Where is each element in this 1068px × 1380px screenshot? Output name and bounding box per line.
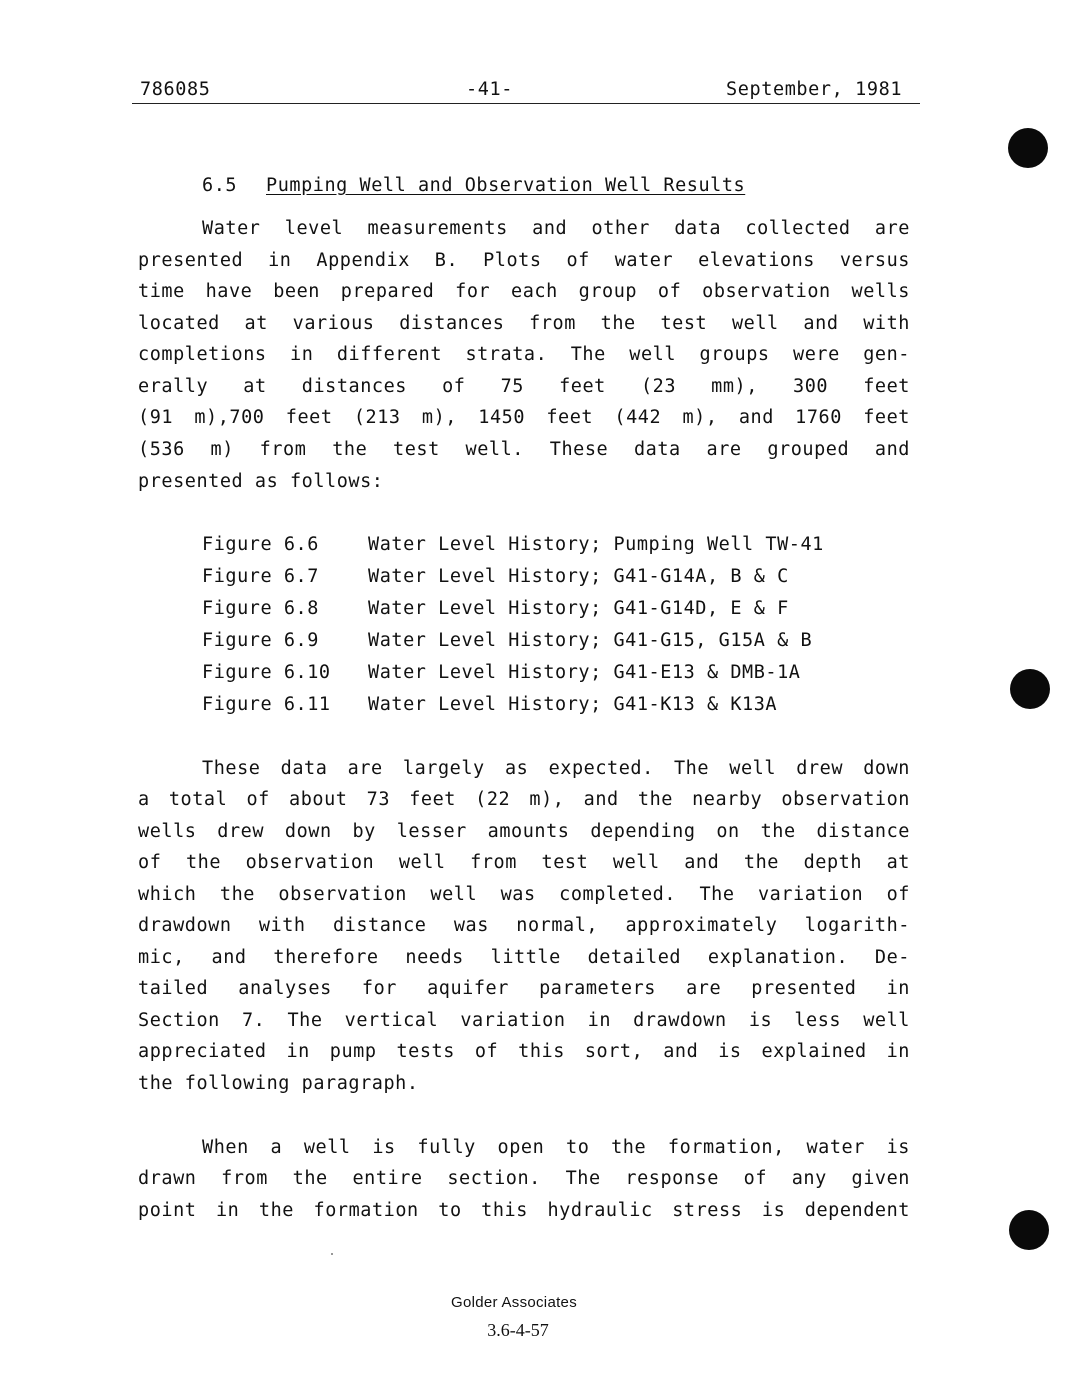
figure-label: Figure 6.6 <box>202 534 319 555</box>
paragraph-line: (91 m),700 feet (213 m), 1450 feet (442 m), and 1760 feet <box>138 407 910 428</box>
figure-caption: Water Level History; G41-G15, G15A & B <box>368 630 813 651</box>
figure-caption: Water Level History; G41-K13 & K13A <box>368 694 778 715</box>
figure-label: Figure 6.10 <box>202 662 331 683</box>
paragraph-line: mic, and therefore needs little detailed explanation. De- <box>138 947 910 968</box>
footer-company: Golder Associates <box>451 1294 577 1311</box>
paragraph-line: point in the formation to this hydraulic stress is dependent <box>138 1200 910 1221</box>
figure-label: Figure 6.11 <box>202 694 331 715</box>
paragraph-line: (536 m) from the test well. These data are grouped and <box>138 439 910 460</box>
paragraph-line: tailed analyses for aquifer parameters are presented in <box>138 978 910 999</box>
section-title: Pumping Well and Observation Well Results <box>266 175 746 196</box>
figure-caption: Water Level History; G41-G14D, E & F <box>368 598 789 619</box>
paragraph-line: the following paragraph. <box>138 1073 419 1094</box>
binder-hole-icon <box>1008 128 1048 168</box>
figure-list-item <box>202 662 800 684</box>
paragraph-line: which the observation well was completed. The variation of <box>138 884 910 905</box>
paragraph-line: These data are largely as expected. The well drew down <box>202 758 910 779</box>
paragraph-line: appreciated in pump tests of this sort, and is explained in <box>138 1041 910 1062</box>
paragraph-line: erally at distances of 75 feet (23 mm), 300 feet <box>138 376 910 397</box>
paragraph-line: Section 7. The vertical variation in drawdown is less well <box>138 1010 910 1031</box>
figure-label: Figure 6.9 <box>202 630 319 651</box>
paragraph-line: completions in different strata. The well groups were gen- <box>138 344 910 365</box>
header-rule <box>132 103 920 104</box>
figure-caption: Water Level History; G41-E13 & DMB-1A <box>368 662 801 683</box>
scan-speck <box>331 1253 333 1255</box>
paragraph-line: wells drew down by lesser amounts depending on the distance <box>138 821 910 842</box>
section-heading <box>202 175 745 197</box>
figure-caption: Water Level History; G41-G14A, B & C <box>368 566 789 587</box>
figure-list-item <box>202 630 812 652</box>
section-number: 6.5 <box>202 175 238 196</box>
paragraph-line: drawdown with distance was normal, approximately logarith- <box>138 915 910 936</box>
page-number: -41- <box>466 79 513 100</box>
document-date: September, 1981 <box>726 79 903 100</box>
paragraph-line: of the observation well from test well and the depth at <box>138 852 910 873</box>
figure-list-item <box>202 566 789 588</box>
binder-hole-icon <box>1010 669 1050 709</box>
figure-list-item <box>202 694 777 716</box>
paragraph-line: time have been prepared for each group of observation wells <box>138 281 910 302</box>
figure-label: Figure 6.7 <box>202 566 319 587</box>
binder-hole-icon <box>1009 1210 1049 1250</box>
paragraph-line: Water level measurements and other data collected are <box>202 218 910 239</box>
document-number: 786085 <box>140 79 211 100</box>
paragraph-line: located at various distances from the test well and with <box>138 313 910 334</box>
figure-list-item <box>202 534 824 556</box>
paragraph-line: drawn from the entire section. The response of any given <box>138 1168 910 1189</box>
paragraph-line: presented in Appendix B. Plots of water elevations versus <box>138 250 910 271</box>
paragraph-line: presented as follows: <box>138 471 384 492</box>
paragraph-line: a total of about 73 feet (22 m), and the nearby observation <box>138 789 910 810</box>
paragraph-line: When a well is fully open to the formation, water is <box>202 1137 910 1158</box>
figure-caption: Water Level History; Pumping Well TW-41 <box>368 534 824 555</box>
figure-list-item <box>202 598 789 620</box>
footer-page-code: 3.6-4-57 <box>487 1320 549 1340</box>
figure-label: Figure 6.8 <box>202 598 319 619</box>
